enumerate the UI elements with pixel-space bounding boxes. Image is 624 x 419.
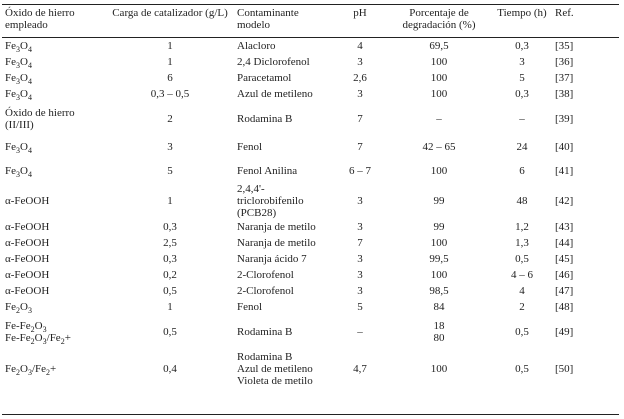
cell-pollutant: 2,4,4'-triclorobifenilo (PCB28): [237, 183, 304, 219]
cell-pollutant: 2-Clorofenol: [237, 269, 294, 281]
cell-oxide: α-FeOOH: [5, 237, 50, 249]
cell-time: 4: [519, 285, 525, 297]
cell-time: 4 – 6: [511, 269, 533, 281]
cell-ph: 3: [357, 221, 363, 233]
cell-degradation: 99: [433, 195, 445, 207]
cell-ph: 5: [357, 301, 363, 313]
cell-time: 3: [519, 56, 525, 68]
header-oxide: Óxido de hierro empleado: [5, 7, 75, 31]
cell-load: 2: [167, 112, 173, 125]
cell-ref: [48]: [555, 301, 574, 313]
cell-load: 1: [167, 40, 173, 52]
cell-ref: [35]: [555, 40, 574, 52]
cell-pollutant: Paracetamol: [237, 72, 292, 84]
cell-pollutant: Rodamina B: [237, 112, 293, 125]
cell-ref: [40]: [555, 141, 574, 153]
header-degradation: Porcentaje de degradación (%): [402, 7, 476, 31]
table-row: [2, 251, 619, 267]
cell-pollutant: Alacloro: [237, 40, 276, 52]
cell-pollutant: Fenol Anilina: [237, 165, 298, 177]
cell-ref: [45]: [555, 253, 574, 265]
cell-time: 2: [519, 301, 525, 313]
cell-ph: 3: [357, 88, 363, 100]
cell-degradation: 99,5: [429, 253, 449, 265]
table-top-rule: [2, 4, 619, 5]
cell-degradation: 100: [430, 237, 448, 249]
cell-load: 6: [167, 72, 173, 84]
table-body: [2, 38, 619, 390]
header-load: Carga de catalizador (g/L): [112, 7, 228, 19]
cell-load: 0,5: [163, 325, 177, 338]
table-row: [2, 159, 619, 183]
cell-ph: 4,7: [353, 363, 367, 375]
cell-degradation: 100: [430, 363, 448, 375]
table-row: [2, 299, 619, 315]
cell-degradation: 100: [430, 165, 448, 177]
cell-degradation: 100: [430, 56, 448, 68]
cell-pollutant: Azul de metileno: [237, 88, 313, 100]
cell-pollutant: Naranja de metilo: [237, 221, 316, 233]
cell-load: 0,2: [163, 269, 177, 281]
table-header-row: [2, 7, 619, 38]
cell-pollutant: Naranja de metilo: [237, 237, 316, 249]
cell-oxide: $Fe_3O_4$: [5, 40, 32, 55]
cell-ph: 7: [357, 141, 363, 153]
cell-ref: [36]: [555, 56, 574, 68]
cell-degradation: 84: [433, 301, 445, 313]
cell-time: 0,5: [515, 363, 529, 375]
cell-oxide: α-FeOOH: [5, 269, 50, 281]
iron-oxide-catalyst-table: [2, 7, 619, 390]
cell-ph: –: [357, 325, 363, 338]
cell-pollutant: Fenol: [237, 301, 263, 313]
table-row: [2, 235, 619, 251]
cell-oxide: $Fe_3O_4$: [5, 165, 32, 180]
cell-oxide: $Fe_2O_3/Fe_2+$: [5, 363, 57, 378]
header-ph: pH: [353, 7, 367, 19]
cell-load: 0,5: [163, 285, 177, 297]
table-row: [2, 348, 619, 390]
cell-load: 0,3 – 0,5: [150, 88, 190, 100]
cell-ref: [38]: [555, 88, 574, 100]
table-row: [2, 102, 619, 135]
cell-oxide: $Fe_3O_4$: [5, 72, 32, 87]
header-ref: Ref.: [555, 7, 574, 19]
cell-ref: [43]: [555, 221, 574, 233]
cell-ref: [44]: [555, 237, 574, 249]
cell-oxide: $Fe_3O_4$: [5, 141, 32, 156]
cell-load: 0,3: [163, 221, 177, 233]
cell-ref: [49]: [555, 325, 574, 338]
table-row: [2, 86, 619, 102]
cell-ref: [47]: [555, 285, 574, 297]
cell-time: 1,3: [515, 237, 529, 249]
cell-time: 24: [516, 141, 528, 153]
cell-ref: [37]: [555, 72, 574, 84]
cell-load: 0,3: [163, 253, 177, 265]
cell-oxide: $Fe_2O_3$: [5, 301, 32, 316]
cell-ref: [41]: [555, 165, 574, 177]
cell-ph: 3: [357, 285, 363, 297]
cell-ph: 7: [357, 237, 363, 249]
table-row: [2, 283, 619, 299]
table-row: [2, 267, 619, 283]
cell-pollutant: 2,4 Diclorofenol: [237, 56, 310, 68]
cell-time: 48: [516, 195, 528, 207]
cell-degradation: 42 – 65: [422, 141, 456, 153]
cell-pollutant: Naranja ácido 7: [237, 253, 307, 265]
table-row: [2, 219, 619, 235]
table-bottom-rule: [2, 414, 619, 415]
table-row: [2, 38, 619, 54]
cell-degradation: 100: [430, 72, 448, 84]
cell-ph: 2,6: [353, 72, 367, 84]
cell-time: 0,3: [515, 88, 529, 100]
cell-ref: [39]: [555, 112, 574, 125]
cell-ref: [46]: [555, 269, 574, 281]
table-row: [2, 70, 619, 86]
cell-time: –: [519, 112, 525, 125]
cell-ref: [42]: [555, 195, 574, 207]
cell-oxide: α-FeOOH: [5, 195, 50, 207]
header-pollutant: Contaminante modelo: [237, 7, 299, 31]
cell-degradation: 18 80: [433, 319, 445, 344]
cell-time: 0,3: [515, 40, 529, 52]
cell-ph: 4: [357, 40, 363, 52]
cell-ref: [50]: [555, 363, 574, 375]
cell-ph: 6 – 7: [349, 165, 371, 177]
cell-ph: 7: [357, 112, 363, 125]
cell-load: 1: [167, 195, 173, 207]
cell-time: 1,2: [515, 221, 529, 233]
cell-oxide: $Fe_3O_4$: [5, 88, 32, 103]
table-row: [2, 315, 619, 348]
cell-pollutant: Rodamina B: [237, 325, 293, 338]
cell-time: 0,5: [515, 253, 529, 265]
cell-ph: 3: [357, 56, 363, 68]
cell-degradation: 100: [430, 88, 448, 100]
cell-load: 0,4: [163, 363, 177, 375]
table-row: [2, 183, 619, 219]
cell-load: 3: [167, 141, 173, 153]
cell-time: 6: [519, 165, 525, 177]
cell-time: 5: [519, 72, 525, 84]
cell-ph: 3: [357, 253, 363, 265]
cell-pollutant: Rodamina B Azul de metileno Violeta de metilo: [237, 351, 313, 387]
cell-oxide: α-FeOOH: [5, 221, 50, 233]
cell-ph: 3: [357, 195, 363, 207]
cell-degradation: 100: [430, 269, 448, 281]
cell-pollutant: 2-Clorofenol: [237, 285, 294, 297]
cell-load: 1: [167, 56, 173, 68]
cell-degradation: 99: [433, 221, 445, 233]
cell-load: 1: [167, 301, 173, 313]
cell-oxide: $Fe_3O_4$: [5, 56, 32, 71]
cell-degradation: 98,5: [429, 285, 449, 297]
cell-degradation: –: [436, 112, 442, 125]
cell-oxide: α-FeOOH: [5, 253, 50, 265]
cell-load: 2,5: [163, 237, 177, 249]
cell-ph: 3: [357, 269, 363, 281]
cell-degradation: 69,5: [429, 40, 449, 52]
cell-oxide: $Fe-Fe_2O_3$ $Fe-Fe_2O_3/Fe_2+$: [5, 319, 71, 346]
cell-load: 5: [167, 165, 173, 177]
cell-pollutant: Fenol: [237, 141, 263, 153]
table-row: [2, 135, 619, 159]
table-row: [2, 54, 619, 70]
cell-oxide: α-FeOOH: [5, 285, 50, 297]
cell-oxide: Óxido de hierro (II/III): [5, 106, 75, 131]
header-time: Tiempo (h): [497, 7, 547, 19]
cell-time: 0,5: [515, 325, 529, 338]
